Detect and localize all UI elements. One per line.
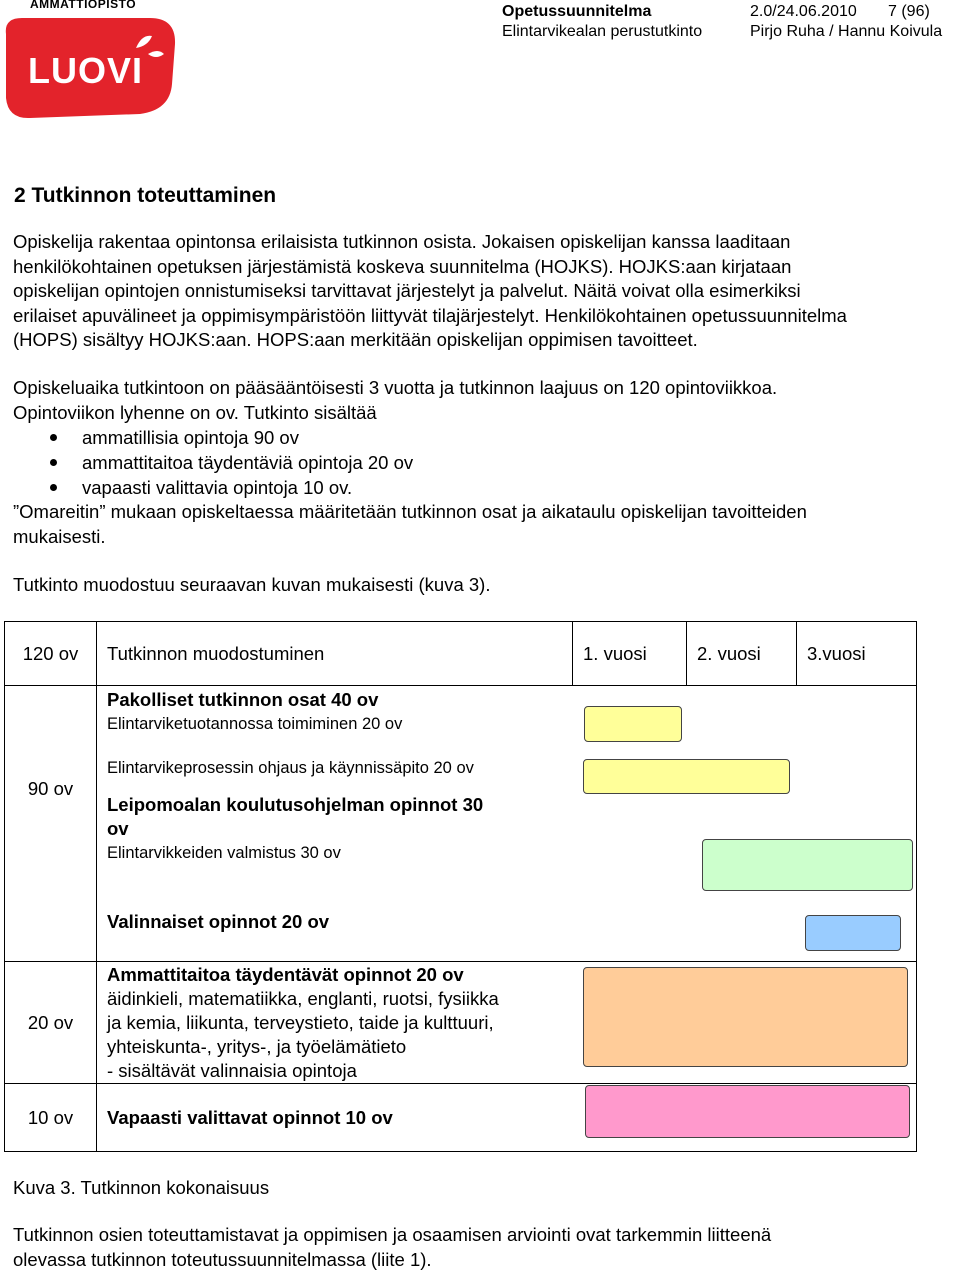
page-number: 7 (96) xyxy=(888,3,930,21)
bar-prosessin-ohjaus xyxy=(583,759,790,794)
degree-name: Elintarvikealan perustutkinto xyxy=(502,23,702,41)
paragraph-line: henkilökohtainen opetuksen järjestämistä koskeva suunnitelma (HOJKS). HOJKS:aan kirjataan xyxy=(13,255,847,280)
row-content xyxy=(97,686,573,962)
paragraph-line: olevassa tutkinnon toteutussuunnitelmassa (liite 1). xyxy=(13,1248,771,1272)
bar-taydentavat xyxy=(583,967,908,1067)
row-content xyxy=(97,1084,573,1152)
authors: Pirjo Ruha / Hannu Koivula xyxy=(750,23,942,41)
study-unit: Elintarviketuotannossa toimiminen 20 ov xyxy=(107,712,573,736)
bar-elintarvikkeiden-valmistus xyxy=(702,839,913,891)
row-label: 10 ov xyxy=(5,1084,97,1152)
bar-valinnaiset xyxy=(805,915,901,951)
text-line: yhteiskunta-, yritys-, ja työelämätieto xyxy=(107,1035,573,1059)
list-item: ammatillisia opintoja 90 ov xyxy=(0,425,900,450)
section-heading: Valinnaiset opinnot 20 ov xyxy=(107,910,573,934)
text-line: äidinkieli, matematiikka, englanti, ruotsi, fysiikka xyxy=(107,987,573,1011)
text-line: ja kemia, liikunta, terveystieto, taide ja kulttuuri, xyxy=(107,1011,573,1035)
bar-elintarviketuotanto xyxy=(584,706,682,742)
header-title: Tutkinnon muodostuminen xyxy=(97,622,573,686)
section-heading: ov xyxy=(107,817,573,841)
bullet-icon xyxy=(50,484,57,491)
paragraph-line: (HOPS) sisältyy HOJKS:aan. HOPS:aan merkitään opiskelijan oppimisen tavoitteet. xyxy=(13,328,847,353)
paragraph-line: Opiskelija rakentaa opintonsa erilaisista tutkinnon osista. Jokaisen opiskelijan kanssa laaditaan xyxy=(13,230,847,255)
section-heading: Vapaasti valittavat opinnot 10 ov xyxy=(107,1106,573,1130)
header-year-3: 3.vuosi xyxy=(797,622,917,686)
header-total: 120 ov xyxy=(5,622,97,686)
doc-version: 2.0/24.06.2010 xyxy=(750,3,857,21)
paragraph-3 xyxy=(13,500,807,549)
paragraph-line: Opintoviikon lyhenne on ov. Tutkinto sisältää xyxy=(13,401,777,426)
row-label: 90 ov xyxy=(5,686,97,962)
bullet-list xyxy=(0,425,900,500)
section-heading: Leipomoalan koulutusohjelman opinnot 30 xyxy=(107,793,573,817)
header-year-1: 1. vuosi xyxy=(573,622,687,686)
paragraph-line: ”Omareitin” mukaan opiskeltaessa määritetään tutkinnon osat ja aikataulu opiskelijan tavoitteiden xyxy=(13,500,807,525)
paragraph-5 xyxy=(13,1223,771,1272)
table-header-row xyxy=(5,622,917,686)
doc-title: Opetussuunnitelma xyxy=(502,3,651,21)
paragraph-1 xyxy=(13,230,847,353)
paragraph-line: erilaiset apuvälineet ja oppimisympäristöön liittyvät tilajärjestelyt. Henkilökohtainen opetussuunnitelma xyxy=(13,304,847,329)
paragraph-line: mukaisesti. xyxy=(13,525,807,550)
figure-caption: Kuva 3. Tutkinnon kokonaisuus xyxy=(13,1176,269,1201)
paragraph-line: Tutkinnon osien toteuttamistavat ja oppimisen ja osaamisen arviointi ovat tarkemmin liitteenä xyxy=(13,1223,771,1248)
header-year-2: 2. vuosi xyxy=(687,622,797,686)
row-label: 20 ov xyxy=(5,962,97,1084)
study-unit: Elintarvikeprosessin ohjaus ja käynnissäpito 20 ov xyxy=(107,756,573,780)
table-row-90 xyxy=(5,686,917,962)
section-title: 2 Tutkinnon toteuttaminen xyxy=(14,184,276,208)
text-line: - sisältävät valinnaisia opintoja xyxy=(107,1059,573,1083)
list-item: ammattitaitoa täydentäviä opintoja 20 ov xyxy=(0,450,900,475)
paragraph-2 xyxy=(13,376,777,425)
bullet-icon xyxy=(50,434,57,441)
row-content xyxy=(97,962,573,1084)
section-heading: Ammattitaitoa täydentävät opinnot 20 ov xyxy=(107,963,573,987)
list-item: vapaasti valittavia opintoja 10 ov. xyxy=(0,475,900,500)
bar-vapaasti-valittavat xyxy=(585,1085,910,1138)
bullet-icon xyxy=(50,459,57,466)
section-heading: Pakolliset tutkinnon osat 40 ov xyxy=(107,688,573,712)
org-logo xyxy=(0,0,180,122)
org-name: AMMATTIOPISTO xyxy=(30,0,136,11)
paragraph-line: opiskelijan opintojen onnistumiseksi tarvittavat järjestelyt ja palvelut. Näitä voivat olla esimerkiksi xyxy=(13,279,847,304)
logo-text: LUOVI xyxy=(28,50,143,92)
study-unit: Elintarvikkeiden valmistus 30 ov xyxy=(107,841,573,865)
paragraph-line: Opiskeluaika tutkintoon on pääsääntöisesti 3 vuotta ja tutkinnon laajuus on 120 opintoviikkoa. xyxy=(13,376,777,401)
paragraph-4: Tutkinto muodostuu seuraavan kuvan mukaisesti (kuva 3). xyxy=(13,573,490,598)
